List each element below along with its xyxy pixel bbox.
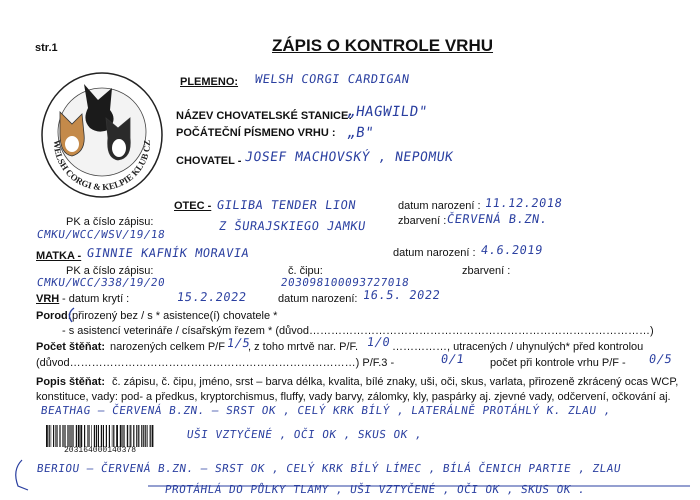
culled-label: ……………, utracených / uhynulých* před kontrolou <box>392 341 644 353</box>
barcode-bar <box>120 425 122 447</box>
barcode-bar <box>62 425 63 447</box>
club-logo <box>38 70 166 200</box>
dam-dob-value: 4.6.2019 <box>480 243 544 257</box>
barcode-bar <box>127 425 128 447</box>
barcode-bar <box>73 425 74 447</box>
barcode-bar <box>150 425 151 447</box>
breeder-label: CHOVATEL - <box>176 155 242 167</box>
sire-pk-label: PK a číslo zápisu: <box>66 216 154 228</box>
puppies-desc-line2: konstituce, vady: pod- a předkus, kryptorchismus, fluffy, vady barvy, zálomky, kly, paspárky aj. zjevné vady, odčervení, očkování aj. <box>36 391 671 403</box>
sire-label: OTEC - <box>174 200 212 212</box>
barcode-bar <box>138 425 139 447</box>
barcode-bar <box>113 425 114 447</box>
stillborn-label: , z toho mrtvě nar. P/F. <box>248 341 359 353</box>
barcode-bar <box>94 425 95 447</box>
barcode-bar <box>141 425 142 447</box>
whelping-line2: - s asistencí veterináře / císařským řezem * (důvod…………………………………………………………………………………) <box>62 325 654 337</box>
sire-color-value: ČERVENÁ B.ZN. <box>446 212 549 226</box>
mating-date-label: - datum krytí : <box>62 293 130 305</box>
barcode-bar <box>106 425 107 447</box>
barcode-bar <box>136 425 137 447</box>
barcode-bar <box>143 425 144 447</box>
barcode-bar <box>53 425 54 447</box>
barcode-bar <box>55 425 56 447</box>
reason-label: (důvod……………………………………………………………………) P/F.3 - <box>36 357 395 369</box>
page-title: ZÁPIS O KONTROLE VRHU <box>272 36 494 55</box>
breeder-value: JOSEF MACHOVSKÝ , NEPOMUK <box>244 150 455 165</box>
dam-dob-label: datum narození : <box>393 247 476 259</box>
barcode-bar <box>88 425 89 447</box>
dam-name: GINNIE KAFNÍK MORAVIA <box>86 246 251 260</box>
barcode-bar <box>78 425 80 447</box>
sire-pk-value: CMKU/WCC/WSV/19/18 <box>36 228 167 241</box>
litter-birth-value: 16.5. 2022 <box>362 288 442 302</box>
dam-label: MATKA - <box>36 250 82 262</box>
stillborn-value: 1/0 <box>366 335 392 349</box>
at-check-label: počet při kontrole vrhu P/F - <box>490 357 626 369</box>
barcode-bar <box>147 425 148 447</box>
barcode-number: 203164000140378 <box>64 446 137 455</box>
at-check-value: 0/5 <box>648 352 674 366</box>
dam-chip-label: č. čipu: <box>288 265 323 277</box>
litter-birth-label: datum narození: <box>278 293 358 305</box>
culled-value: 0/1 <box>440 352 466 366</box>
total-born-label: narozených celkem P/F <box>110 341 225 353</box>
barcode-bar <box>56 425 57 447</box>
barcode-bar <box>59 425 60 447</box>
mating-date-value: 15.2.2022 <box>176 290 248 304</box>
barcode-bar <box>152 425 154 447</box>
barcode-bar <box>64 425 65 447</box>
puppies-count-label: Počet štěňat: <box>36 341 106 353</box>
barcode-bar <box>71 425 72 447</box>
barcode-bar <box>76 425 77 447</box>
puppy1-desc-line1: BEATHAG – ČERVENÁ B.ZN. – SRST OK , CELÝ KRK BÍLÝ , LATERÁLNĚ PROTÁHLÝ K. ZLAU , <box>40 404 612 417</box>
breed-label: PLEMENO: <box>180 76 239 88</box>
puppy2-desc-line1: BERIOU – ČERVENÁ B.ZN. – SRST OK , CELÝ KRK BÍLÝ LÍMEC , BÍLÁ ČENICH PARTIE , ZLAU <box>36 462 622 475</box>
barcode-bar <box>130 425 131 447</box>
barcode-bar <box>69 425 70 447</box>
barcode-bar <box>91 425 92 447</box>
barcode-bar <box>116 425 118 447</box>
litter-letter-value: „B" <box>346 125 376 141</box>
whelping-line1: přirozený bez / s * asistence(í) chovatele * <box>72 310 278 322</box>
dam-pk-label: PK a číslo zápisu: <box>66 265 154 277</box>
logo-text: WELSH CORGI & KELPIE KLUB CZ <box>51 139 153 193</box>
barcode-bar <box>98 425 99 447</box>
sire-dob-value: 11.12.2018 <box>484 196 564 210</box>
barcode-bar <box>51 425 52 447</box>
barcode-bar <box>49 425 50 447</box>
total-born-value: 1/5 <box>226 336 252 350</box>
barcode-bar <box>67 425 68 447</box>
sire-name-line1: GILIBA TENDER LION <box>216 198 358 212</box>
barcode-bar <box>101 425 102 447</box>
barcode-bar <box>112 425 113 447</box>
sire-color-label: zbarvení : <box>398 215 447 227</box>
barcode-bar <box>145 425 146 447</box>
puppies-desc-line1: č. zápisu, č. čipu, jméno, srst – barva délka, kvalita, bílé znaky, uši, oči, skus, varlata, přirozeně zkrácený ocas WCP, <box>112 376 679 388</box>
litter-label: VRH <box>36 293 60 305</box>
barcode-bar <box>122 425 123 447</box>
barcode-bar <box>80 425 82 447</box>
barcode-bar <box>46 425 48 447</box>
page-number: str.1 <box>35 42 58 54</box>
barcode-bar <box>96 425 97 447</box>
puppies-desc-label: Popis štěňat: <box>36 376 106 388</box>
barcode-bar <box>129 425 130 447</box>
barcode-bar <box>103 425 104 447</box>
barcode-bar <box>87 425 88 447</box>
whelping-label: Porod: <box>36 310 72 322</box>
barcode-bar <box>109 425 110 447</box>
breed-value: WELSH CORGI CARDIGAN <box>254 72 411 86</box>
kennel-label: NÁZEV CHOVATELSKÉ STANICE: <box>176 110 353 122</box>
litter-letter-label: POČÁTEČNÍ PÍSMENO VRHU : <box>176 127 336 139</box>
puppy2-desc-line2: PROTÁHLÁ DO PŮLKY TLAMY , UŠI VZTYČENÉ , OČI OK , SKUS OK . <box>164 483 587 496</box>
barcode-bar <box>133 425 134 447</box>
dam-chip-value: 203098100093727018 <box>280 276 411 289</box>
dam-color-label: zbarvení : <box>462 265 511 277</box>
kennel-value: „HAGWILD" <box>346 104 429 120</box>
dam-pk-value: CMKU/WCC/338/19/20 <box>36 276 167 289</box>
barcode-bar <box>124 425 125 447</box>
sire-dob-label: datum narození : <box>398 200 481 212</box>
barcode-bar <box>84 425 85 447</box>
puppy1-desc-line2: UŠI VZTYČENÉ , OČI OK , SKUS OK , <box>186 428 423 441</box>
sire-name-line2: Z ŠURAJSKIEGO JAMKU <box>218 219 367 233</box>
barcode <box>44 425 172 447</box>
